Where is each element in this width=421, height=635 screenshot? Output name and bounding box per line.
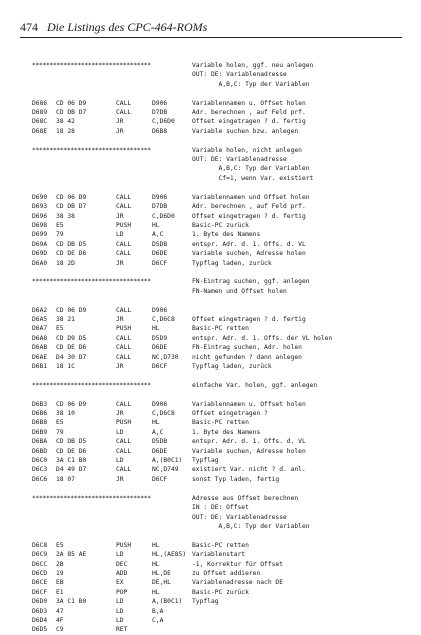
mnemonic: CALL [116, 353, 132, 361]
operand: C,D6D0 [152, 118, 175, 126]
operand: D906 [152, 193, 168, 201]
comment: Variablenadresse nach DE [192, 579, 283, 587]
address: D6A0 [32, 259, 48, 267]
operand: A,(B0C1) [152, 598, 183, 606]
operand: D6DE [152, 344, 168, 352]
page-title: Die Listings des CPC-464-ROMs [47, 20, 208, 34]
asterisk-separator: ********************************** [32, 62, 151, 69]
operand: B,A [152, 607, 164, 615]
operand: NC,D730 [152, 353, 179, 361]
address: D690 [32, 193, 48, 201]
comment: Variablenstart [192, 551, 246, 559]
blank-line [32, 484, 402, 493]
opcode-bytes: CD DB D5 [56, 240, 87, 248]
comment: 1. Byte des Namens [192, 231, 261, 239]
operand: HL [152, 419, 160, 427]
opcode-bytes: CD DE D6 [56, 447, 87, 455]
mnemonic: JR [116, 410, 124, 418]
code-row [32, 418, 402, 427]
mnemonic: CALL [116, 334, 132, 342]
blank-line [32, 136, 402, 145]
code-row [32, 99, 402, 108]
operand: D6B8 [152, 127, 168, 135]
code-row [32, 127, 402, 136]
comment: existiert Var. nicht ? d. anl. [192, 466, 306, 474]
mnemonic: LD [116, 616, 124, 624]
block-heading: Cf=1, wenn Var. existiert [192, 174, 314, 182]
opcode-bytes: E5 [56, 325, 64, 333]
opcode-bytes: CD DB D5 [56, 438, 87, 446]
opcode-bytes: E5 [56, 221, 64, 229]
mnemonic: JR [116, 363, 124, 370]
separator-line [32, 146, 402, 155]
opcode-bytes: CD D9 D5 [56, 334, 87, 342]
code-row [32, 334, 402, 343]
opcode-bytes: 38 38 [56, 212, 75, 220]
mnemonic: LD [116, 551, 124, 559]
address: D69D [32, 250, 48, 258]
operand: D6CF [152, 363, 168, 370]
mnemonic: CALL [116, 447, 132, 455]
operand: HL,DE [152, 569, 171, 577]
address: D698 [32, 221, 48, 229]
mnemonic: EX [116, 579, 124, 587]
opcode-bytes: 79 [56, 231, 64, 239]
address: D69A [32, 240, 48, 248]
code-row [32, 324, 402, 333]
address: D6B6 [32, 410, 48, 418]
comment: Basic-PC retten [192, 541, 249, 549]
opcode-bytes: CD DE D6 [56, 344, 87, 352]
address: D6B9 [32, 428, 48, 436]
comment: Basic-PC zurück [192, 221, 249, 229]
block-heading: OUT: DE: Variablenadresse [192, 71, 287, 79]
block-heading-line [32, 70, 402, 79]
blank-line [32, 296, 402, 305]
code-listing [32, 61, 402, 635]
block-heading: IN : DE: Offset [192, 504, 249, 512]
opcode-bytes: 3A C1 B0 [56, 598, 87, 606]
operand: A,C [152, 428, 164, 436]
mnemonic: CALL [116, 109, 132, 117]
comment: Basic-PC retten [192, 325, 249, 333]
block-heading: FN-Namen und Offset holen [192, 287, 287, 295]
comment: Variable suchen, Adresse holen [192, 447, 306, 455]
code-row [32, 315, 402, 324]
mnemonic: PUSH [116, 541, 132, 549]
opcode-bytes: 18 28 [56, 127, 75, 135]
operand: D6DE [152, 447, 168, 455]
address: D6A7 [32, 325, 48, 333]
opcode-bytes: CD 06 D9 [56, 99, 87, 107]
code-row [32, 625, 402, 634]
mnemonic: LD [116, 457, 124, 465]
code-row [32, 465, 402, 474]
blank-line [32, 531, 402, 540]
opcode-bytes: CD 06 D9 [56, 306, 87, 314]
opcode-bytes: 2A 85 AE [56, 551, 87, 559]
address: D6D5 [32, 626, 48, 634]
code-row [32, 400, 402, 409]
operand: D906 [152, 306, 168, 314]
address: D6D3 [32, 607, 48, 615]
code-row [32, 249, 402, 258]
mnemonic: CALL [116, 240, 132, 248]
comment: entspr. Adr. d. 1. Offs. d. VL [192, 438, 306, 446]
comment: Typflag laden, zurück [192, 259, 272, 267]
page-number: 474 [20, 20, 38, 34]
code-row [32, 569, 402, 578]
opcode-bytes: 18 1C [56, 363, 75, 370]
address: D6D4 [32, 616, 48, 624]
operand: D7DB [152, 203, 168, 211]
comment: Offset eingetragen ? d. fertig [192, 212, 306, 220]
code-row [32, 259, 402, 268]
block-heading-line [32, 174, 402, 183]
mnemonic: JR [116, 259, 124, 267]
opcode-bytes: 18 07 [56, 475, 75, 483]
code-row [32, 108, 402, 117]
asterisk-separator: ********************************** [32, 494, 151, 502]
comment: Variable suchen, Adresse holen [192, 250, 306, 258]
comment: -1, Korrektur für Offset [192, 560, 283, 568]
comment: Offset eingetragen ? [192, 410, 268, 418]
asterisk-separator: ********************************** [32, 146, 151, 154]
address: D6A5 [32, 315, 48, 323]
block-heading: Variable holen, nicht anlegen [192, 146, 302, 154]
opcode-bytes: CD 06 D9 [56, 193, 87, 201]
code-row [32, 306, 402, 315]
separator-line [32, 277, 402, 286]
mnemonic: CALL [116, 306, 132, 314]
mnemonic: CALL [116, 203, 132, 211]
mnemonic: JR [116, 315, 124, 323]
header-divider [20, 37, 402, 38]
mnemonic: LD [116, 231, 124, 239]
comment: 1. Byte des Namens [192, 428, 261, 436]
opcode-bytes: EB [56, 579, 64, 587]
address: D689 [32, 109, 48, 117]
opcode-bytes: D4 49 D7 [56, 466, 87, 474]
operand: D6CF [152, 259, 168, 267]
comment: Basic-PC zurück [192, 588, 249, 596]
blank-line [32, 183, 402, 192]
operand: A,(B0C1) [152, 457, 183, 465]
mnemonic: JR [116, 212, 124, 220]
address: D6C3 [32, 466, 48, 474]
address: D6BA [32, 438, 48, 446]
comment: Typflag [192, 457, 219, 465]
comment: zu Offset addieren [192, 569, 261, 577]
block-heading: A,B,C: Typ der Variablen [192, 165, 310, 173]
comment: Variablennamen u. Offset holen [192, 400, 306, 408]
address: D6AB [32, 344, 48, 352]
comment: Basic-PC retten [192, 419, 249, 427]
block-heading: Adresse aus Offset berechnen [192, 494, 299, 502]
code-row [32, 240, 402, 249]
code-row [32, 588, 402, 597]
comment: Offset eingetragen ? d. fertig [192, 118, 306, 126]
block-heading-line [32, 80, 402, 89]
mnemonic: PUSH [116, 221, 132, 229]
opcode-bytes: D4 30 D7 [56, 353, 87, 361]
mnemonic: LD [116, 428, 124, 436]
address: D6B3 [32, 400, 48, 408]
blank-line [32, 89, 402, 98]
opcode-bytes: CD 06 D9 [56, 400, 87, 408]
operand: NC,D749 [152, 466, 179, 474]
address: D6B1 [32, 363, 48, 370]
comment: sonst Typ laden, fertig [192, 475, 280, 483]
opcode-bytes: 38 21 [56, 315, 75, 323]
comment: entspr. Adr. d. 1. Offs. d. VL [192, 240, 306, 248]
opcode-bytes: 47 [56, 607, 64, 615]
code-row [32, 212, 402, 221]
mnemonic: JR [116, 127, 124, 135]
comment: Offset eingetragen ? d. fertig [192, 315, 306, 323]
code-row [32, 560, 402, 569]
opcode-bytes: E5 [56, 419, 64, 427]
opcode-bytes: 79 [56, 428, 64, 436]
block-heading-line [32, 522, 402, 531]
operand: D6CF [152, 475, 168, 483]
code-row [32, 541, 402, 550]
block-heading-line [32, 164, 402, 173]
opcode-bytes: CD DB D7 [56, 203, 87, 211]
comment: Variablennamen und Offset holen [192, 193, 310, 201]
opcode-bytes: 18 2D [56, 259, 75, 267]
operand: A,C [152, 231, 164, 239]
comment: Variablennamen u. Offset holen [192, 99, 306, 107]
operand: D5D9 [152, 334, 168, 342]
mnemonic: LD [116, 607, 124, 615]
operand: HL [152, 588, 160, 596]
operand: HL [152, 541, 160, 549]
operand: HL [152, 325, 160, 333]
address: D6CE [32, 579, 48, 587]
code-row [32, 353, 402, 362]
comment: Typflag laden, zurück [192, 363, 272, 370]
mnemonic: CALL [116, 193, 132, 201]
opcode-bytes: E5 [56, 541, 64, 549]
address: D693 [32, 203, 48, 211]
opcode-bytes: E1 [56, 588, 64, 596]
mnemonic: CALL [116, 400, 132, 408]
block-heading: A,B,C: Typ der Variablen [192, 522, 310, 530]
mnemonic: POP [116, 588, 128, 596]
code-row [32, 607, 402, 616]
blank-line [32, 268, 402, 277]
comment: FN-Eintrag suchen, Adr. holen [192, 344, 302, 352]
code-row [32, 230, 402, 239]
mnemonic: PUSH [116, 419, 132, 427]
operand: D6DE [152, 250, 168, 258]
operand: D7DB [152, 109, 168, 117]
mnemonic: JR [116, 475, 124, 483]
address: D6CC [32, 560, 48, 568]
code-row [32, 428, 402, 437]
mnemonic: ADD [116, 569, 128, 577]
separator-line [32, 494, 402, 503]
opcode-bytes: 4F [56, 616, 64, 624]
operand: C,D6D0 [152, 212, 175, 220]
comment: Adr. berechnen , auf Feld prf. [192, 203, 306, 211]
operand: HL [152, 221, 160, 229]
block-heading: FN-Eintrag suchen, ggf. anlegen [192, 278, 310, 286]
block-heading: OUT: DE: Variablenadresse [192, 513, 287, 521]
blank-line [32, 390, 402, 399]
code-row [32, 437, 402, 446]
block-heading: OUT: DE: Variablenadresse [192, 156, 287, 164]
operand: C,D6C8 [152, 315, 175, 323]
address: D699 [32, 231, 48, 239]
opcode-bytes: 3A C1 B0 [56, 457, 87, 465]
code-row [32, 447, 402, 456]
block-heading-line [32, 503, 402, 512]
separator-line [32, 381, 402, 390]
mnemonic: CALL [116, 466, 132, 474]
address: D6C8 [32, 541, 48, 549]
block-heading: Variable holen, ggf. neu anlegen [192, 62, 314, 69]
code-row [32, 117, 402, 126]
opcode-bytes: 38 10 [56, 410, 75, 418]
code-row [32, 193, 402, 202]
opcode-bytes: 38 42 [56, 118, 75, 126]
code-row [32, 475, 402, 484]
code-row [32, 343, 402, 352]
asterisk-separator: ********************************** [32, 278, 151, 286]
comment: Variable suchen bzw. anlegen [192, 127, 299, 135]
mnemonic: CALL [116, 250, 132, 258]
address: D6B8 [32, 419, 48, 427]
mnemonic: CALL [116, 344, 132, 352]
address: D6AE [32, 353, 48, 361]
address: D6C6 [32, 475, 48, 483]
operand: HL [152, 560, 160, 568]
mnemonic: DEC [116, 560, 128, 568]
code-row [32, 362, 402, 371]
operand: D5DB [152, 438, 168, 446]
block-heading-line [32, 513, 402, 522]
address: D696 [32, 212, 48, 220]
separator-line [32, 61, 402, 70]
mnemonic: RET [116, 626, 128, 634]
operand: D906 [152, 99, 168, 107]
operand: D906 [152, 400, 168, 408]
page-header [20, 20, 400, 34]
address: D6CD [32, 569, 48, 577]
opcode-bytes: 2B [56, 560, 64, 568]
operand: DE,HL [152, 579, 171, 587]
opcode-bytes: 19 [56, 569, 64, 577]
comment: Adr. berechnen , auf Feld prf. [192, 109, 306, 117]
comment: Typflag [192, 598, 219, 606]
mnemonic: CALL [116, 438, 132, 446]
opcode-bytes: CD DE D6 [56, 250, 87, 258]
address: D6D0 [32, 598, 48, 606]
opcode-bytes: CD DB D7 [56, 109, 87, 117]
block-heading-line [32, 287, 402, 296]
address: D68C [32, 118, 48, 126]
address: D68E [32, 127, 48, 135]
block-heading: einfache Var. holen, ggf. anlegen [192, 381, 318, 389]
code-row [32, 456, 402, 465]
mnemonic: CALL [116, 99, 132, 107]
operand: C,A [152, 616, 164, 624]
address: D6A2 [32, 306, 48, 314]
mnemonic: LD [116, 598, 124, 606]
address: D6A8 [32, 334, 48, 342]
address: D6BD [32, 447, 48, 455]
code-row [32, 221, 402, 230]
opcode-bytes: C9 [56, 626, 64, 634]
operand: C,D6C8 [152, 410, 175, 418]
block-heading-line [32, 155, 402, 164]
block-heading: A,B,C: Typ der Variablen [192, 80, 310, 88]
mnemonic: PUSH [116, 325, 132, 333]
asterisk-separator: ********************************** [32, 381, 151, 389]
address: D6C9 [32, 551, 48, 559]
operand: HL,(AE85) [152, 551, 187, 559]
code-row [32, 409, 402, 418]
comment: entspr. Adr. d. 1. Offs. der VL holen [192, 334, 333, 342]
address: D6C0 [32, 457, 48, 465]
address: D6CF [32, 588, 48, 596]
code-row [32, 616, 402, 625]
code-row [32, 550, 402, 559]
comment: nicht gefunden ? dann anlegen [192, 353, 302, 361]
code-row [32, 202, 402, 211]
operand: D5DB [152, 240, 168, 248]
code-row [32, 578, 402, 587]
address: D686 [32, 99, 48, 107]
mnemonic: JR [116, 118, 124, 126]
blank-line [32, 371, 402, 380]
